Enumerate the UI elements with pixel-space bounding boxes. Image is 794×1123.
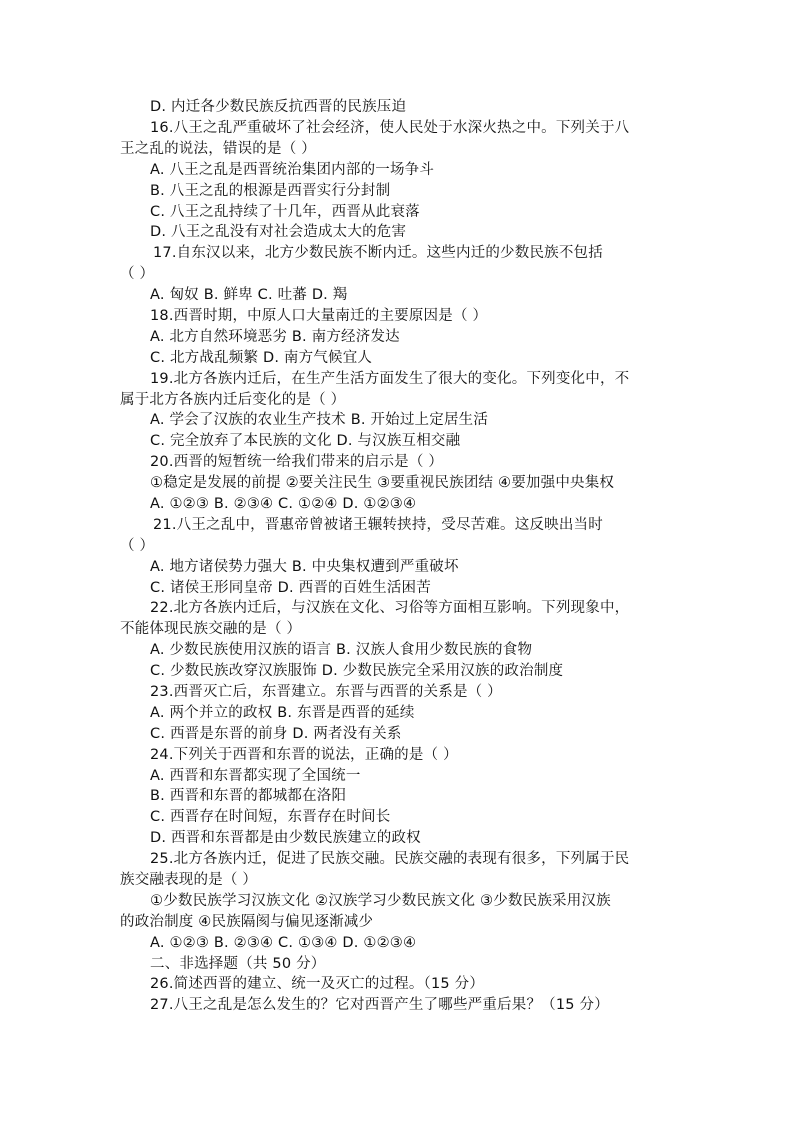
options-17: A. 匈奴 B. 鲜卑 C. 吐蕃 D. 羯 <box>150 287 348 303</box>
statements-25: ①少数民族学习汉族文化 ②汉族学习少数民族文化 ③少数民族采用汉族 <box>150 893 611 909</box>
option-24-a: A. 西晋和东晋都实现了全国统一 <box>150 768 361 784</box>
question-19-cont: 属于北方各族内迁后变化的是（ ） <box>120 392 346 408</box>
option-24-d: D. 西晋和东晋都是由少数民族建立的政权 <box>150 830 421 846</box>
options-19-ab: A. 学会了汉族的农业生产技术 B. 开始过上定居生活 <box>150 412 489 428</box>
options-25: A. ①②③ B. ②③④ C. ①③④ D. ①②③④ <box>150 935 417 951</box>
options-22-ab: A. 少数民族使用汉族的语言 B. 汉族人食用少数民族的食物 <box>150 642 533 658</box>
options-23-cd: C. 西晋是东晋的前身 D. 两者没有关系 <box>150 726 402 742</box>
question-18: 18.西晋时期，中原人口大量南迁的主要原因是（ ） <box>150 308 488 324</box>
option-16-d: D. 八王之乱没有对社会造成太大的危害 <box>150 224 407 240</box>
question-17-cont: （ ） <box>120 266 155 282</box>
options-21-cd: C. 诸侯王形同皇帝 D. 西晋的百姓生活困苦 <box>150 580 431 596</box>
option-15-d: D. 内迁各少数民族反抗西晋的民族压迫 <box>150 99 407 115</box>
options-23-ab: A. 两个并立的政权 B. 东晋是西晋的延续 <box>150 705 415 721</box>
options-20: A. ①②③ B. ②③④ C. ①②④ D. ①②③④ <box>150 496 417 512</box>
question-22: 22.北方各族内迁后，与汉族在文化、习俗等方面相互影响。下列现象中， <box>150 600 630 616</box>
question-16: 16.八王之乱严重破坏了社会经济，使人民处于水深火热之中。下列关于八 <box>150 120 630 136</box>
options-18-ab: A. 北方自然环境恶劣 B. 南方经济发达 <box>150 329 400 345</box>
option-16-c: C. 八王之乱持续了十几年，西晋从此衰落 <box>150 204 420 220</box>
option-16-a: A. 八王之乱是西晋统治集团内部的一场争斗 <box>150 162 435 178</box>
options-21-ab: A. 地方诸侯势力强大 B. 中央集权遭到严重破坏 <box>150 559 459 575</box>
question-20: 20.西晋的短暂统一给我们带来的启示是（ ） <box>150 454 444 470</box>
question-27: 27.八王之乱是怎么发生的？它对西晋产生了哪些严重后果？（15 分） <box>150 997 609 1013</box>
question-24: 24.下列关于西晋和东晋的说法，正确的是（ ） <box>150 747 458 763</box>
option-24-b: B. 西晋和东晋的都城都在洛阳 <box>150 788 347 804</box>
statements-20: ①稳定是发展的前提 ②要关注民生 ③要重视民族团结 ④要加强中央集权 <box>150 475 615 491</box>
question-21: 21.八王之乱中，晋惠帝曾被诸王辗转挟持，受尽苦难。这反映出当时 <box>153 517 603 533</box>
question-17: 17.自东汉以来，北方少数民族不断内迁。这些内迁的少数民族不包括 <box>153 245 603 261</box>
section-heading-nonchoice: 二、非选择题（共 50 分） <box>150 956 326 972</box>
options-22-cd: C. 少数民族改穿汉族服饰 D. 少数民族完全采用汉族的政治制度 <box>150 663 564 679</box>
question-26: 26.简述西晋的建立、统一及灭亡的过程。（15 分） <box>150 976 485 992</box>
question-21-cont: （ ） <box>120 538 155 554</box>
statements-25-cont: 的政治制度 ④民族隔阂与偏见逐渐减少 <box>120 914 374 930</box>
question-19: 19.北方各族内迁后，在生产生活方面发生了很大的变化。下列变化中，不 <box>150 371 630 387</box>
options-19-cd: C. 完全放弃了本民族的文化 D. 与汉族互相交融 <box>150 433 461 449</box>
question-25-cont: 族交融表现的是（ ） <box>120 872 258 888</box>
option-16-b: B. 八王之乱的根源是西晋实行分封制 <box>150 183 391 199</box>
question-25: 25.北方各族内迁，促进了民族交融。民族交融的表现有很多，下列属于民 <box>150 851 630 867</box>
question-22-cont: 不能体现民族交融的是（ ） <box>120 621 302 637</box>
option-24-c: C. 西晋存在时间短，东晋存在时间长 <box>150 809 391 825</box>
question-16-cont: 王之乱的说法，错误的是（ ） <box>120 141 316 157</box>
options-18-cd: C. 北方战乱频繁 D. 南方气候宜人 <box>150 350 373 366</box>
question-23: 23.西晋灭亡后，东晋建立。东晋与西晋的关系是（ ） <box>150 684 502 700</box>
